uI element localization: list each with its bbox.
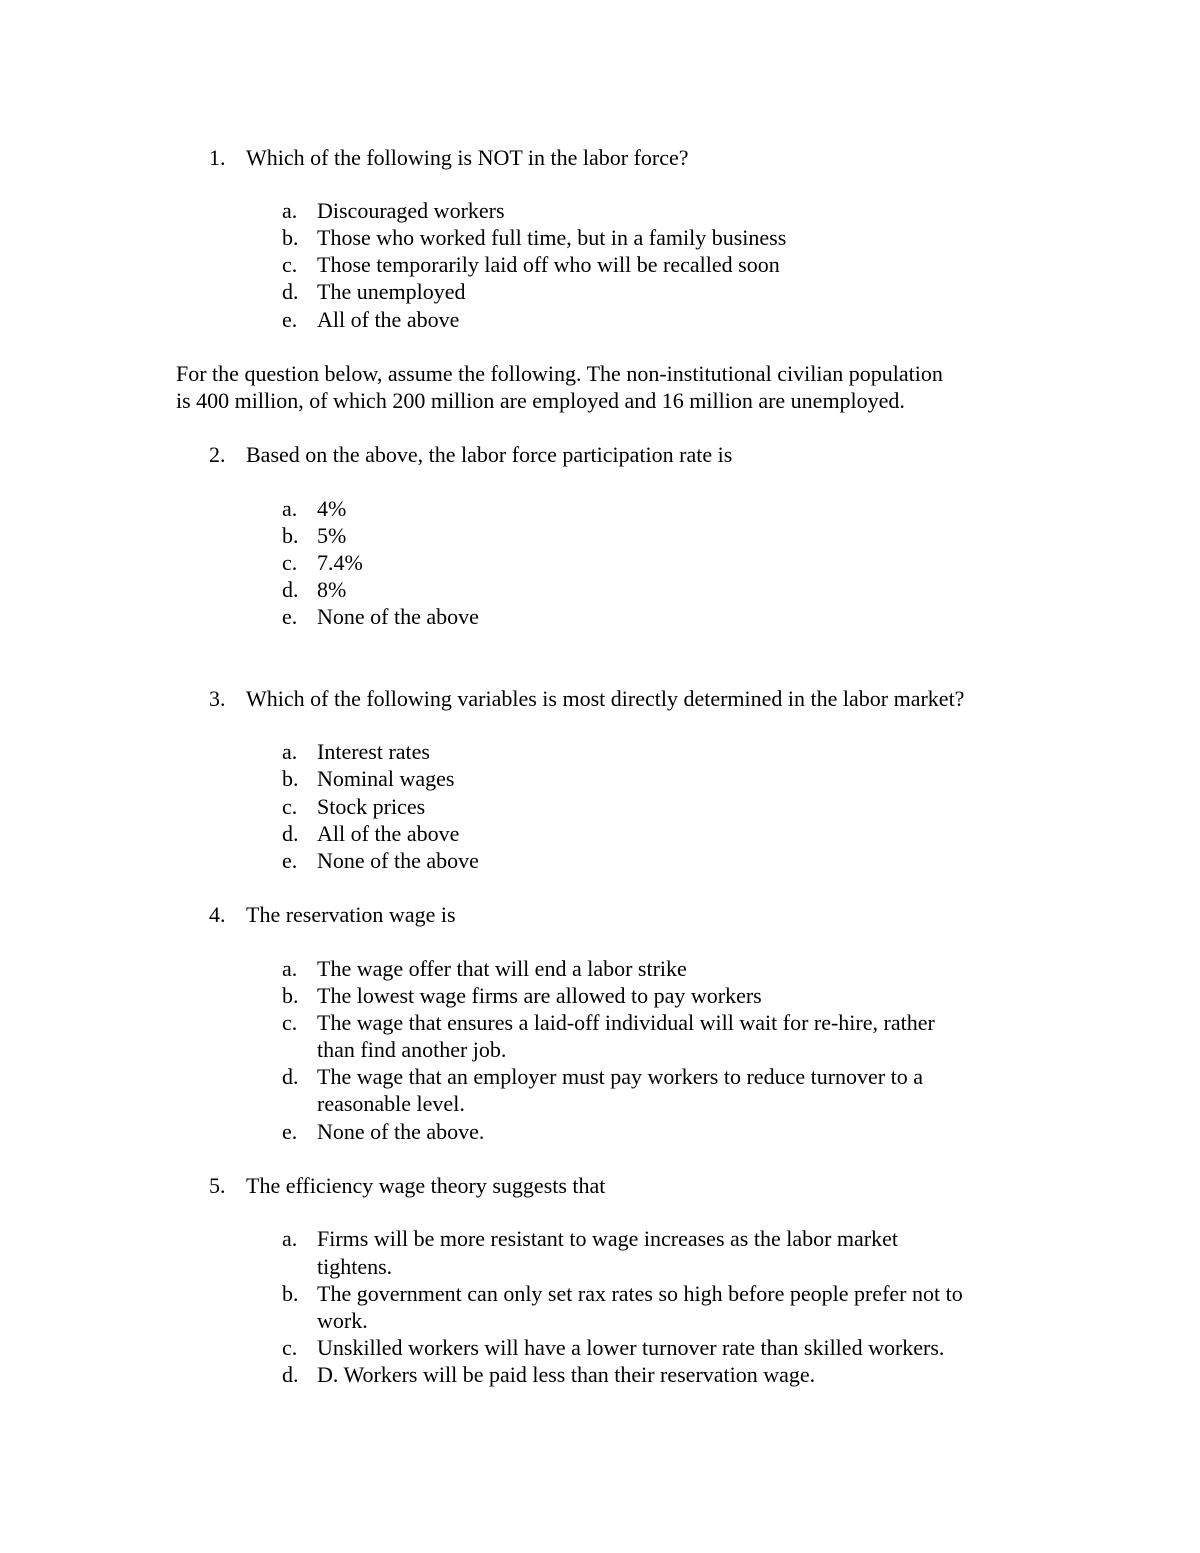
option-letter: d.: [282, 1362, 299, 1387]
question-number: 4.: [209, 902, 226, 927]
option-text: None of the above: [317, 604, 479, 629]
option-letter: e.: [282, 1119, 298, 1144]
question-number: 2.: [209, 442, 226, 467]
option-text-continued: work.: [317, 1308, 368, 1333]
option-text-continued: reasonable level.: [317, 1091, 465, 1116]
option-text: Those temporarily laid off who will be recalled soon: [317, 252, 780, 277]
option-text: All of the above: [317, 821, 460, 846]
option-text: 4%: [317, 496, 347, 521]
question-text: Based on the above, the labor force participation rate is: [246, 442, 733, 467]
option-letter: b.: [282, 523, 299, 548]
option-text: The government can only set rax rates so high before people prefer not to: [317, 1281, 963, 1306]
option-letter: c.: [282, 1335, 298, 1360]
option-letter: c.: [282, 252, 298, 277]
option-letter: a.: [282, 1226, 298, 1251]
option-text: The wage offer that will end a labor strike: [317, 956, 687, 981]
option-text-continued: than find another job.: [317, 1037, 507, 1062]
question-text: The reservation wage is: [246, 902, 456, 927]
option-letter: d.: [282, 279, 299, 304]
option-letter: d.: [282, 1064, 299, 1089]
option-text: None of the above: [317, 848, 479, 873]
option-text: D. Workers will be paid less than their reservation wage.: [317, 1362, 816, 1387]
option-letter: b.: [282, 983, 299, 1008]
question-number: 1.: [209, 145, 226, 170]
option-text: Firms will be more resistant to wage increases as the labor market: [317, 1226, 898, 1251]
option-text: The unemployed: [317, 279, 466, 304]
intro-line: is 400 million, of which 200 million are employed and 16 million are unemployed.: [176, 388, 905, 413]
question-text: The efficiency wage theory suggests that: [246, 1173, 606, 1198]
question-text: Which of the following variables is most directly determined in the labor market?: [246, 686, 965, 711]
option-letter: e.: [282, 848, 298, 873]
option-text-continued: tightens.: [317, 1254, 393, 1279]
option-letter: b.: [282, 225, 299, 250]
option-text: Those who worked full time, but in a family business: [317, 225, 787, 250]
option-text: Stock prices: [317, 794, 426, 819]
option-letter: a.: [282, 496, 298, 521]
option-letter: d.: [282, 577, 299, 602]
question-text: Which of the following is NOT in the labor force?: [246, 145, 689, 170]
option-letter: c.: [282, 1010, 298, 1035]
option-text: Interest rates: [317, 739, 430, 764]
option-letter: e.: [282, 604, 298, 629]
option-text: The lowest wage firms are allowed to pay workers: [317, 983, 762, 1008]
option-letter: d.: [282, 821, 299, 846]
question-number: 5.: [209, 1173, 226, 1198]
option-text: The wage that an employer must pay workers to reduce turnover to a: [317, 1064, 924, 1089]
option-text: The wage that ensures a laid-off individual will wait for re-hire, rather: [317, 1010, 935, 1035]
option-text: 5%: [317, 523, 347, 548]
option-letter: c.: [282, 550, 298, 575]
option-text: 7.4%: [317, 550, 363, 575]
option-text: Unskilled workers will have a lower turnover rate than skilled workers.: [317, 1335, 945, 1360]
option-letter: a.: [282, 956, 298, 981]
option-letter: b.: [282, 766, 299, 791]
option-text: All of the above: [317, 307, 460, 332]
option-letter: e.: [282, 307, 298, 332]
option-text: None of the above.: [317, 1119, 485, 1144]
option-letter: c.: [282, 794, 298, 819]
option-text: Nominal wages: [317, 766, 455, 791]
option-text: 8%: [317, 577, 347, 602]
intro-line: For the question below, assume the following. The non-institutional civilian population: [176, 361, 943, 386]
option-text: Discouraged workers: [317, 198, 505, 223]
option-letter: a.: [282, 198, 298, 223]
question-number: 3.: [209, 686, 226, 711]
option-letter: a.: [282, 739, 298, 764]
option-letter: b.: [282, 1281, 299, 1306]
